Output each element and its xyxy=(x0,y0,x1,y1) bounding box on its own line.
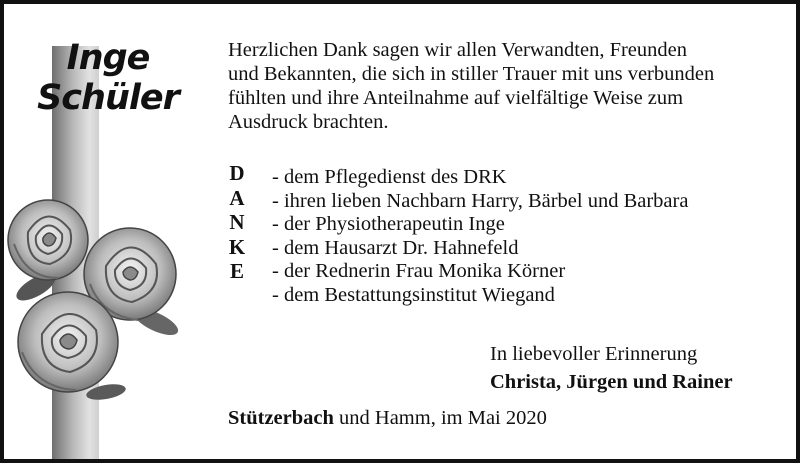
thanks-item: - der Rednerin Frau Monika Körner xyxy=(272,260,566,282)
roses-icon xyxy=(6,192,206,402)
intro-line: Ausdruck brachten. xyxy=(228,111,389,133)
intro-line: und Bekannten, die sich in stiller Trauer mit uns verbunden xyxy=(228,63,715,85)
danke-vertical-word xyxy=(225,161,249,284)
thanks-item: - dem Pflegedienst des DRK xyxy=(272,166,507,188)
deceased-last-name: Schüler xyxy=(37,78,179,118)
intro-line: Herzlichen Dank sagen wir allen Verwandten, Freunden xyxy=(228,39,687,61)
closing-family-names: Christa, Jürgen und Rainer xyxy=(490,371,733,393)
thanks-list xyxy=(272,166,772,307)
intro-paragraph xyxy=(228,38,773,134)
thanks-item: - dem Hausarzt Dr. Hahnefeld xyxy=(272,236,519,259)
danke-letter: K xyxy=(228,234,246,259)
thanks-item: - der Physiotherapeutin Inge xyxy=(272,213,505,235)
thanks-item: - ihren lieben Nachbarn Harry, Bärbel und Barbara xyxy=(272,189,689,212)
place-date-rest: und Hamm, im Mai 2020 xyxy=(333,407,547,429)
deceased-name xyxy=(18,38,198,118)
danke-letter: A xyxy=(229,185,245,210)
closing-memory-line: In liebevoller Erinnerung xyxy=(490,343,698,365)
place-date-line xyxy=(228,406,547,430)
danke-letter: N xyxy=(229,210,245,234)
place-name: Stützerbach xyxy=(228,407,334,429)
danke-letter: D xyxy=(229,161,245,185)
intro-line: fühlten und ihre Anteilnahme auf vielfältige Weise zum xyxy=(228,87,684,109)
deceased-first-name: Inge xyxy=(66,38,150,78)
thanks-item: - dem Bestattungsinstitut Wiegand xyxy=(272,283,555,306)
danke-letter: E xyxy=(229,259,244,283)
